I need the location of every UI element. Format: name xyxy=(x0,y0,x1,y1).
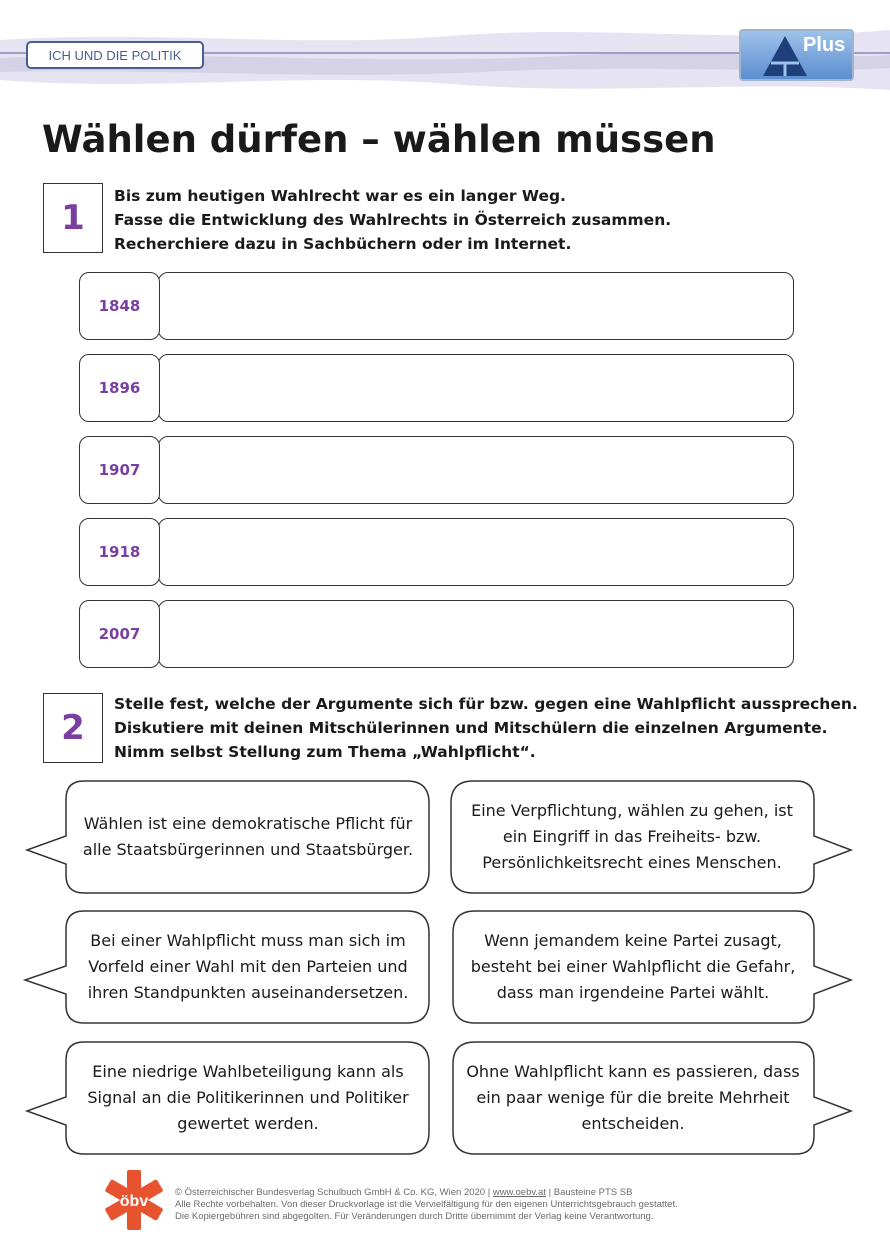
publisher-logo-text: öbv xyxy=(119,1193,149,1210)
argument-line: entscheiden. xyxy=(581,1114,685,1133)
argument-line: Vorfeld einer Wahl mit den Parteien und xyxy=(88,957,408,976)
footer-rights: Alle Rechte vorbehalten. Von dieser Druckvorlage ist die Vervielfältigung für den eigenen Unterrichtsgebrauch gestattet. xyxy=(175,1199,678,1210)
argument-line: besteht bei einer Wahlpflicht die Gefahr, xyxy=(470,957,796,976)
timeline-row xyxy=(79,272,794,340)
task-number-2: 2 xyxy=(43,693,103,763)
argument-line: ihren Standpunkten auseinandersetzen. xyxy=(87,983,409,1002)
argument-line: Persönlichkeitsrecht eines Menschen. xyxy=(482,853,782,872)
task-2-line: Stelle fest, welche der Argumente sich für bzw. gegen eine Wahlpflicht aussprechen. xyxy=(114,695,858,713)
timeline-year: 1896 xyxy=(79,354,160,422)
argument-bubble xyxy=(452,910,852,1024)
timeline-answer-field[interactable] xyxy=(158,436,794,504)
timeline-year: 1848 xyxy=(79,272,160,340)
brand-logo xyxy=(739,29,854,81)
timeline-answer-field[interactable] xyxy=(158,600,794,668)
argument-line: ein Eingriff in das Freiheits- bzw. xyxy=(502,827,762,846)
task-1-line: Bis zum heutigen Wahlrecht war es ein langer Weg. xyxy=(114,187,566,205)
argument-line: Ohne Wahlpflicht kann es passieren, dass xyxy=(466,1062,800,1081)
timeline-answer-field[interactable] xyxy=(158,272,794,340)
argument-bubble xyxy=(26,780,430,894)
argument-line: Wählen ist eine demokratische Pflicht für xyxy=(83,814,413,833)
timeline-row xyxy=(79,600,794,668)
argument-bubble xyxy=(452,1041,852,1155)
footer-copyright: © Österreichischer Bundesverlag Schulbuch GmbH & Co. KG, Wien 2020 | xyxy=(175,1187,493,1198)
timeline-row xyxy=(79,354,794,422)
timeline-row xyxy=(79,518,794,586)
task-1-instructions xyxy=(114,184,671,256)
argument-line: Eine niedrige Wahlbeteiligung kann als xyxy=(92,1062,404,1081)
page-title: Wählen dürfen – wählen müssen xyxy=(42,118,716,161)
timeline-year: 1907 xyxy=(79,436,160,504)
argument-line: gewertet werden. xyxy=(177,1114,319,1133)
task-2-instructions xyxy=(114,692,858,764)
copyright-footer xyxy=(175,1187,678,1223)
brand-label: Plus xyxy=(803,34,846,56)
timeline-answer-field[interactable] xyxy=(158,354,794,422)
argument-line: Eine Verpflichtung, wählen zu gehen, ist xyxy=(471,801,793,820)
task-1-line: Recherchiere dazu in Sachbüchern oder im Internet. xyxy=(114,235,572,253)
section-label: ICH UND DIE POLITIK xyxy=(26,41,204,69)
task-1-line: Fasse die Entwicklung des Wahlrechts in Österreich zusammen. xyxy=(114,211,672,229)
argument-bubble xyxy=(26,1041,430,1155)
argument-bubble xyxy=(450,780,852,894)
task-number-1: 1 xyxy=(43,183,103,253)
timeline-year: 1918 xyxy=(79,518,160,586)
task-2-line: Nimm selbst Stellung zum Thema „Wahlpflicht“. xyxy=(114,743,536,761)
argument-bubble xyxy=(24,910,430,1024)
publisher-logo xyxy=(102,1168,166,1232)
argument-line: dass man irgendeine Partei wählt. xyxy=(496,983,770,1002)
timeline-answer-field[interactable] xyxy=(158,518,794,586)
argument-line: alle Staatsbürgerinnen und Staatsbürger. xyxy=(82,840,414,859)
footer-series: | Bausteine PTS SB xyxy=(545,1187,633,1198)
footer-disclaimer: Die Kopiergebühren sind abgegolten. Für Veränderungen durch Dritte übernimmt der Verlag keine Verantwortung. xyxy=(175,1211,654,1222)
argument-line: Wenn jemandem keine Partei zusagt, xyxy=(484,931,782,950)
argument-line: Bei einer Wahlpflicht muss man sich im xyxy=(90,931,406,950)
timeline-year: 2007 xyxy=(79,600,160,668)
publisher-link[interactable]: www.oebv.at xyxy=(492,1187,546,1198)
task-2-line: Diskutiere mit deinen Mitschülerinnen und Mitschülern die einzelnen Argumente. xyxy=(114,719,828,737)
argument-line: ein paar wenige für die breite Mehrheit xyxy=(476,1088,790,1107)
timeline-row xyxy=(79,436,794,504)
argument-line: Signal an die Politikerinnen und Politiker xyxy=(87,1088,409,1107)
